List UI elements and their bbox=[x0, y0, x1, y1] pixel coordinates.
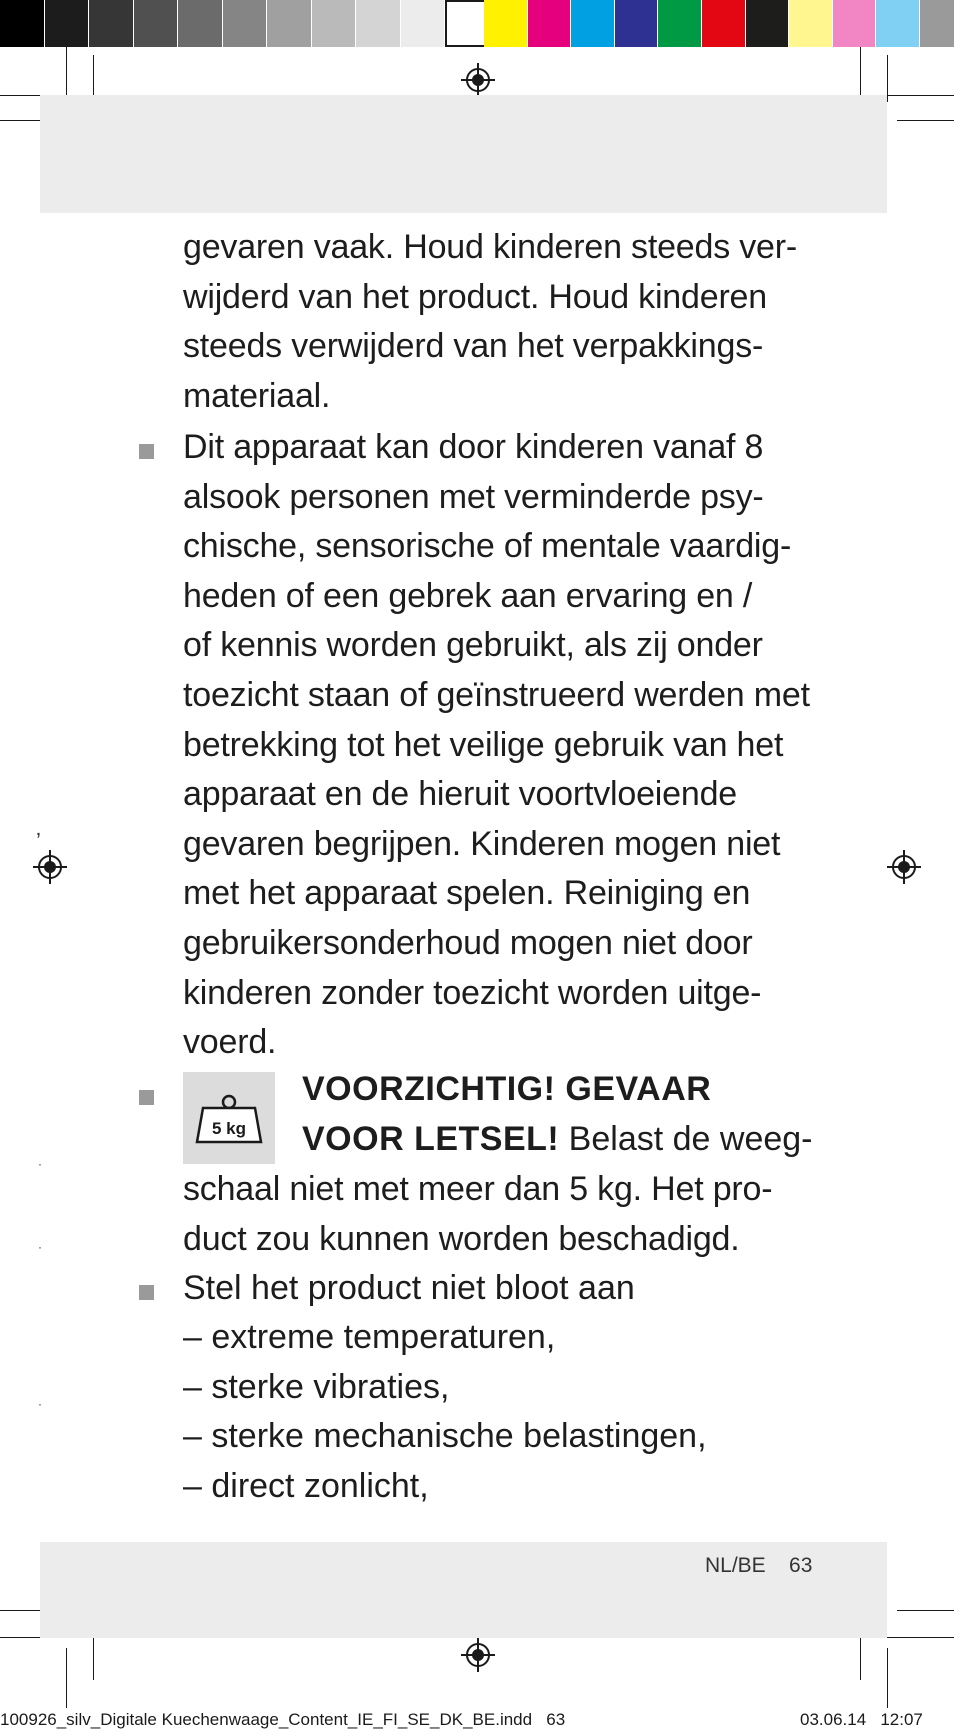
text-line: apparaat en de hieruit voortvloeiende bbox=[183, 775, 737, 814]
list-item: – sterke vibraties, bbox=[183, 1367, 450, 1406]
warning-heading-line1: VOORZICHTIG! GEVAAR bbox=[302, 1070, 712, 1108]
text-line: met het apparaat spelen. Reiniging en bbox=[183, 874, 751, 913]
crop-mark bbox=[66, 1648, 67, 1708]
bullet-square bbox=[139, 1285, 154, 1300]
process-color-swatch bbox=[876, 0, 920, 47]
gray-swatch bbox=[445, 0, 490, 47]
text-line: voerd. bbox=[183, 1023, 277, 1062]
color-calibration-bar bbox=[0, 0, 954, 47]
gray-swatch bbox=[89, 0, 134, 47]
registration-mark-icon bbox=[458, 1635, 498, 1675]
paragraph-children-safety bbox=[183, 423, 810, 1068]
text-line: betrekking tot het veilige gebruik van het bbox=[183, 725, 784, 764]
crop-mark bbox=[887, 1637, 954, 1638]
process-color-swatch bbox=[528, 0, 572, 47]
process-color-swatch bbox=[833, 0, 877, 47]
edge-artifact: ‚ bbox=[36, 815, 41, 840]
process-color-swatch bbox=[571, 0, 615, 47]
file-slug: 100926_silv_Digitale Kuechenwaage_Content_IE_FI_SE_DK_BE.indd 63 bbox=[0, 1710, 566, 1729]
list-item: – extreme temperaturen, bbox=[183, 1318, 556, 1356]
text-line: chische, sensorische of mentale vaardig- bbox=[183, 527, 792, 566]
text-line: gevaren vaak. Houd kinderen steeds ver- bbox=[183, 228, 797, 266]
date-slug: 03.06.14 12:07 bbox=[800, 1710, 923, 1729]
gray-swatch bbox=[312, 0, 357, 47]
text-line: heden of een gebrek aan ervaring en / bbox=[183, 576, 753, 615]
crop-mark bbox=[887, 95, 954, 96]
warning-heading-bold: VOOR LETSEL! bbox=[302, 1120, 560, 1158]
text-line: of kennis worden gebruikt, als zij onder bbox=[183, 626, 763, 665]
gray-swatch bbox=[223, 0, 268, 47]
text-line: Dit apparaat kan door kinderen vanaf 8 bbox=[183, 428, 764, 466]
gray-swatch bbox=[134, 0, 179, 47]
gray-swatch bbox=[267, 0, 312, 47]
paragraph-exposure-intro: Stel het product niet bloot aan bbox=[183, 1269, 635, 1307]
registration-mark-icon bbox=[458, 60, 498, 100]
text-line: schaal niet met meer dan 5 kg. Het pro- bbox=[183, 1170, 773, 1208]
process-color-swatch bbox=[658, 0, 702, 47]
text-line: gevaren begrijpen. Kinderen mogen niet bbox=[183, 824, 781, 863]
process-color-swatch bbox=[789, 0, 833, 47]
process-color-swatch bbox=[615, 0, 659, 47]
text-line: steeds verwijderd van het verpakkings- bbox=[183, 327, 764, 366]
paragraph-continued bbox=[183, 223, 797, 421]
edge-artifact: · bbox=[38, 1240, 42, 1254]
text-line: duct zou kunnen worden beschadigd. bbox=[183, 1219, 740, 1258]
gray-swatch bbox=[0, 0, 45, 47]
crop-mark bbox=[887, 1648, 888, 1708]
process-color-swatch bbox=[484, 0, 528, 47]
warning-heading-rest: Belast de weeg- bbox=[559, 1120, 813, 1158]
list-item: – direct zonlicht, bbox=[183, 1466, 429, 1505]
text-line: gebruikersonderhoud mogen niet door bbox=[183, 923, 753, 962]
page-number: NL/BE 63 bbox=[705, 1554, 813, 1577]
process-color-swatch bbox=[746, 0, 790, 47]
text-line: alsook personen met verminderde psy- bbox=[183, 477, 764, 516]
warning-body bbox=[183, 1165, 772, 1264]
list-item: – sterke mechanische belastingen, bbox=[183, 1417, 707, 1456]
edge-artifact: · bbox=[38, 1397, 42, 1411]
header-band bbox=[40, 95, 887, 213]
text-line: materiaal. bbox=[183, 376, 331, 415]
crop-mark bbox=[860, 47, 861, 102]
gray-swatch bbox=[45, 0, 90, 47]
crop-mark bbox=[66, 47, 67, 102]
crop-mark bbox=[0, 1637, 40, 1638]
text-line: wijderd van het product. Houd kinderen bbox=[183, 277, 767, 316]
process-color-swatch bbox=[920, 0, 954, 47]
registration-mark-icon bbox=[884, 847, 924, 887]
crop-mark bbox=[897, 120, 954, 121]
text-line: kinderen zonder toezicht worden uitge- bbox=[183, 973, 762, 1012]
gray-swatch bbox=[401, 0, 446, 47]
edge-artifact: · bbox=[38, 1157, 42, 1171]
weight-label: 5 kg bbox=[211, 1119, 247, 1138]
bullet-square bbox=[139, 444, 154, 459]
crop-mark bbox=[0, 95, 40, 96]
bullet-square bbox=[139, 1090, 154, 1105]
crop-mark bbox=[897, 1610, 954, 1611]
text-line: toezicht staan of geïnstrueerd werden met bbox=[183, 675, 810, 714]
warning-heading-line2 bbox=[302, 1115, 813, 1165]
weight-warning-icon bbox=[183, 1072, 275, 1164]
process-color-swatch bbox=[702, 0, 746, 47]
registration-mark-icon bbox=[30, 847, 70, 887]
gray-swatch bbox=[178, 0, 223, 47]
gray-swatch bbox=[356, 0, 401, 47]
